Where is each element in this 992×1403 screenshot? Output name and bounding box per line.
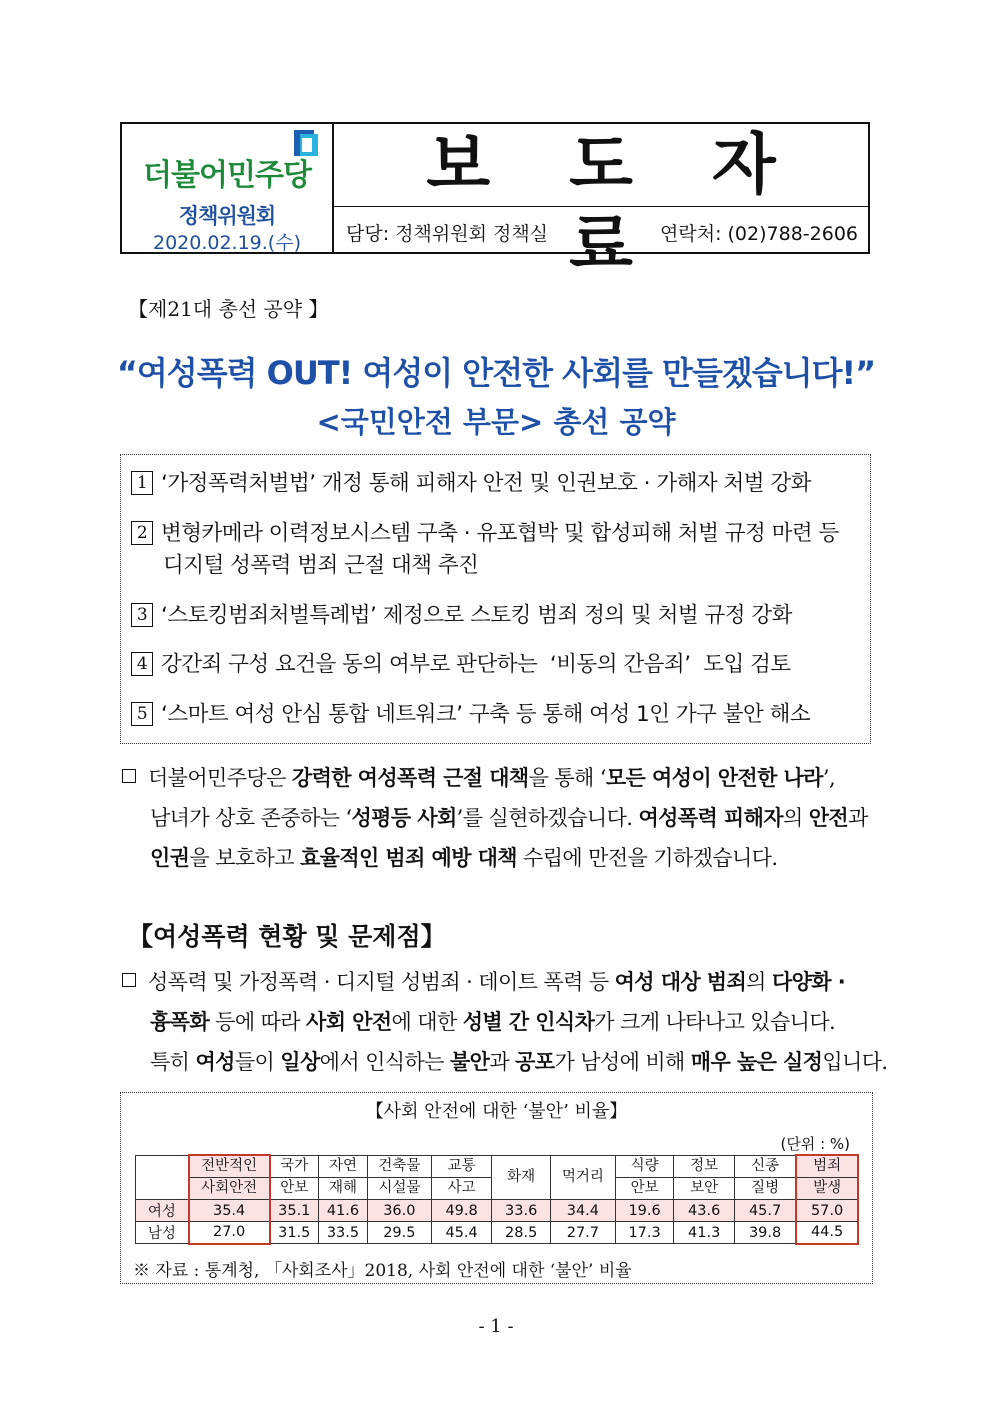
table-cell: 19.6 (615, 1200, 674, 1222)
table-cell: 39.8 (735, 1222, 797, 1244)
table-cell: 35.4 (189, 1200, 270, 1222)
party-logo-block (122, 124, 334, 252)
column-header: 자연 (319, 1155, 368, 1178)
column-header: 발생 (796, 1178, 858, 1200)
pledge-list (120, 454, 871, 744)
pledge-item (131, 468, 864, 500)
column-header: 안보 (270, 1178, 319, 1200)
pledge-item (131, 649, 864, 681)
table-cell: 31.5 (270, 1222, 319, 1244)
row-label: 여성 (136, 1200, 189, 1222)
anxiety-table (135, 1154, 859, 1245)
pledge-text: ‘스마트 여성 안심 통합 네트워크’ 구축 등 통해 여성 1인 가구 불안 해소 (161, 702, 811, 727)
table-cell: 27.0 (189, 1222, 270, 1244)
pledge-number: 2 (131, 521, 153, 545)
table-cell: 29.5 (367, 1222, 431, 1244)
table-row (136, 1222, 859, 1244)
table-cell: 35.1 (270, 1200, 319, 1222)
statistics-box (120, 1092, 873, 1284)
table-cell: 57.0 (796, 1200, 858, 1222)
pledge-number: 1 (131, 471, 153, 495)
pledge-number: 5 (131, 702, 153, 726)
column-header: 국가 (270, 1155, 319, 1178)
table-cell: 41.3 (674, 1222, 735, 1244)
column-header: 보안 (674, 1178, 735, 1200)
main-title: “여성폭력 OUT! 여성이 안전한 사회를 만들겠습니다!” (116, 354, 876, 392)
table-cell: 45.4 (431, 1222, 492, 1244)
intro-paragraph (122, 758, 878, 878)
pledge-text: ‘스토킹범죄처벌특례법’ 제정으로 스토킹 범죄 정의 및 처벌 규정 강화 (161, 603, 792, 628)
paragraph-line: 특히 여성들이 일상에서 인식하는 불안과 공포가 남성에 비해 매우 높은 실정입니다. (150, 1050, 888, 1074)
column-header: 재해 (319, 1178, 368, 1200)
table-cell: 17.3 (615, 1222, 674, 1244)
column-header: 안보 (615, 1178, 674, 1200)
column-header: 질병 (735, 1178, 797, 1200)
column-header: 식량 (615, 1155, 674, 1178)
committee-name: 정책위원회 (178, 204, 276, 228)
paragraph-line: 성폭력 및 가정폭력 · 디지털 성범죄 · 데이트 폭력 등 여성 대상 범죄의 다양화 · (122, 962, 878, 1002)
column-header: 신종 (735, 1155, 797, 1178)
doc-type-title: 보 도 자 료 (426, 125, 804, 283)
table-cell: 43.6 (674, 1200, 735, 1222)
section-heading: 【여성폭력 현황 및 문제점】 (128, 922, 446, 951)
table-header-row (136, 1155, 859, 1178)
column-header: 먹거리 (550, 1155, 615, 1200)
column-header: 범죄 (796, 1155, 858, 1178)
contact-text: 연락처: (02)788-2606 (660, 223, 858, 245)
pledge-tag: 【제21대 총선 공약 】 (128, 297, 329, 321)
checkbox-bullet-icon (122, 973, 136, 987)
contact-row (334, 206, 868, 255)
page-number: - 1 - (478, 1316, 514, 1337)
manager-text: 담당: 정책위원회 정책실 (346, 223, 549, 245)
pledge-text: 강간죄 구성 요건을 동의 여부로 판단하는 ‘비동의 간음죄’ 도입 검토 (161, 652, 791, 677)
pledge-item (131, 600, 864, 632)
column-header: 건축물 (367, 1155, 431, 1178)
sub-title: <국민안전 부문> 총선 공약 (316, 405, 676, 439)
paragraph-line: 더불어민주당은 강력한 여성폭력 근절 대책을 통해 ‘모든 여성이 안전한 나라’, (122, 758, 878, 798)
table-corner-cell (136, 1155, 189, 1200)
table-cell: 28.5 (492, 1222, 551, 1244)
table-row (136, 1200, 859, 1222)
pledge-item (131, 699, 864, 731)
table-cell: 49.8 (431, 1200, 492, 1222)
pledge-number: 4 (131, 652, 153, 676)
paragraph-line: 남녀가 상호 존중하는 ‘성평등 사회’를 실현하겠습니다. 여성폭력 피해자의 안전과 (150, 806, 868, 830)
table-cell: 33.6 (492, 1200, 551, 1222)
column-header: 사고 (431, 1178, 492, 1200)
table-cell: 36.0 (367, 1200, 431, 1222)
column-header: 정보 (674, 1155, 735, 1178)
unit-label: (단위 : %) (780, 1135, 850, 1153)
release-date: 2020.02.19.(수) (152, 232, 301, 254)
table-cell: 45.7 (735, 1200, 797, 1222)
row-label: 남성 (136, 1222, 189, 1244)
title-block (334, 124, 868, 283)
pledge-number: 3 (131, 603, 153, 627)
table-cell: 44.5 (796, 1222, 858, 1244)
column-header: 시설물 (367, 1178, 431, 1200)
paragraph-line: 인권을 보호하고 효율적인 범죄 예방 대책 수립에 만전을 기하겠습니다. (150, 846, 778, 870)
table-cell: 41.6 (319, 1200, 368, 1222)
issue-paragraph (122, 962, 888, 1082)
column-header: 전반적인 (189, 1155, 270, 1178)
statistics-title: 【사회 안전에 대한 ‘불안’ 비율】 (365, 1101, 628, 1122)
checkbox-bullet-icon (122, 769, 136, 783)
column-header: 사회안전 (189, 1178, 270, 1200)
pledge-text: ‘가정폭력처벌법’ 개정 통해 피해자 안전 및 인권보호 · 가해자 처벌 강화 (161, 471, 811, 496)
column-header: 화재 (492, 1155, 551, 1200)
source-note: ※ 자료 : 통계청, 「사회조사」2018, 사회 안전에 대한 ‘불안’ 비율 (133, 1261, 632, 1281)
press-release-header (120, 122, 870, 283)
table-cell: 34.4 (550, 1200, 615, 1222)
table-cell: 33.5 (319, 1222, 368, 1244)
pledge-text-continued: 디지털 성폭력 범죄 근절 대책 추진 (163, 553, 479, 578)
table-cell: 27.7 (550, 1222, 615, 1244)
column-header: 교통 (431, 1155, 492, 1178)
pledge-item (131, 518, 864, 582)
party-name: 더불어민주당 (143, 158, 311, 193)
pledge-text: 변형카메라 이력정보시스템 구축 · 유포협박 및 합성피해 처벌 규정 마련 등 (161, 521, 839, 546)
paragraph-line: 흉폭화 등에 따라 사회 안전에 대한 성별 간 인식차가 크게 나타나고 있습니다. (150, 1010, 836, 1034)
